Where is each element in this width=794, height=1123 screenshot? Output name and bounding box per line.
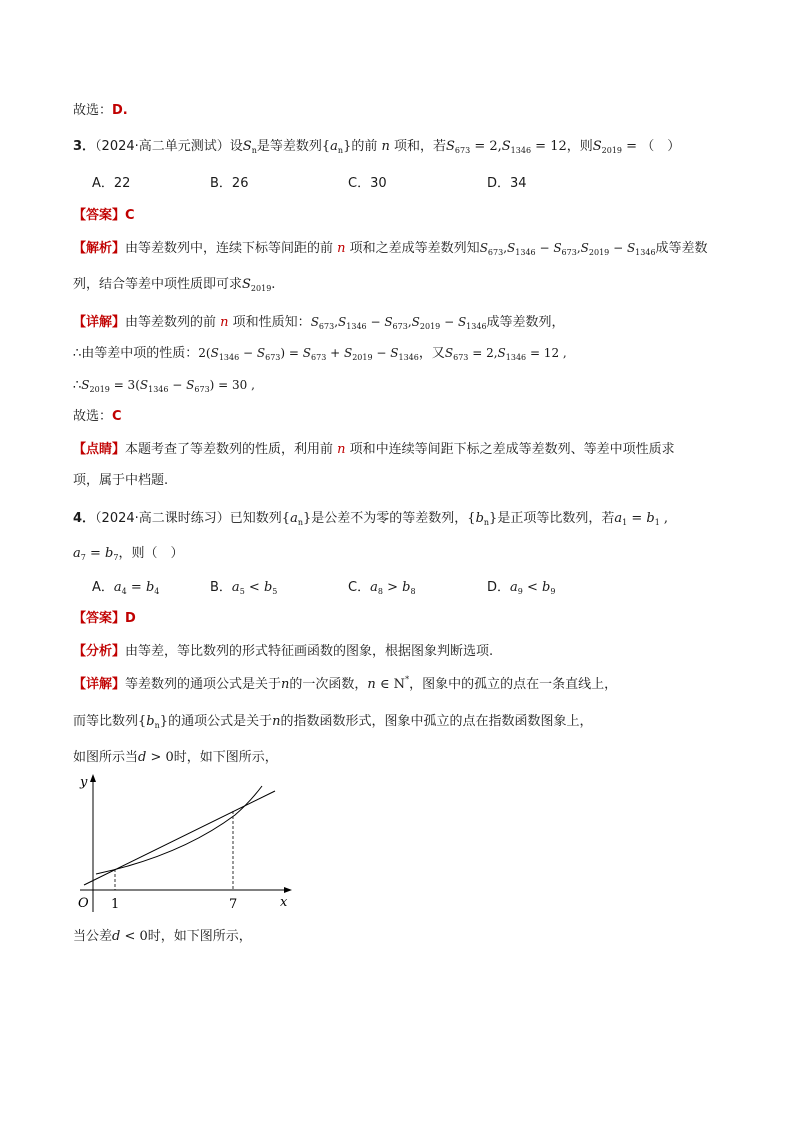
q4-stem-line-2 [73, 545, 183, 563]
math-middle-term: $2(S_{1346} - S_{673}) = S_{673} + S_{2019} - S_{1346}$ [198, 346, 419, 362]
detail-text: 由等差数列的前 [125, 315, 217, 330]
option-math: $a_8 > b_8$ [370, 580, 416, 596]
q3-stem-text: 设 [229, 139, 243, 154]
q3-analysis-line-2 [73, 276, 275, 294]
math-d-positive: d > 0 [138, 750, 174, 765]
q3-comment-line-2 [73, 472, 168, 490]
prev-answer-label: 故选： [73, 103, 113, 118]
math-S2019: $S_{2019}$ = [592, 139, 642, 155]
prev-answer-line [73, 102, 128, 120]
math-n: n [216, 315, 233, 330]
math-n: n [333, 241, 350, 256]
detail-text: 项和性质知： [232, 315, 311, 330]
math-condition: $S_{673} = 2,S_{1346} = 12$ , [444, 346, 567, 362]
q3-stem-text: 的前 [351, 139, 378, 154]
q4-detail-line-2 [73, 713, 592, 731]
math-n: n [272, 714, 281, 729]
detail-text: 时，如下图所示， [147, 929, 252, 944]
q3-stem-text: 是等差数列 [256, 139, 322, 154]
math-n: n [281, 677, 290, 692]
math-set-bn: $\{b_n\}$ [138, 714, 169, 730]
comment-tag: 【点睛】 [73, 442, 126, 457]
q3-stem [73, 138, 680, 156]
q3-option-c[interactable] [348, 175, 387, 193]
analysis-tag: 【分析】 [73, 644, 126, 659]
q3-comment-line-1 [73, 441, 675, 459]
x-axis-arrow [284, 887, 292, 893]
analysis-tag: 【解析】 [73, 241, 126, 256]
detail-text: 成等差数列， [486, 315, 565, 330]
math-n: n [377, 139, 394, 154]
detail-text: 如图所示当 [73, 750, 139, 765]
detail-text: 的一次函数， [289, 677, 368, 692]
option-letter: B． [210, 580, 232, 595]
math-d-negative: d < 0 [112, 929, 148, 944]
math-set-bn: $\{b_n\}$ [467, 511, 498, 527]
q4-option-c[interactable] [348, 579, 416, 597]
y-axis-arrow [90, 774, 96, 782]
q3-analysis-line-1 [73, 239, 708, 258]
q4-answer-line [73, 610, 136, 628]
q3-stem-text: ，则 [566, 139, 593, 154]
detail-text: 的通项公式是关于 [168, 714, 273, 729]
math-a7-b7: $a_7 = b_7$ [73, 546, 119, 562]
detail-text: 等差数列的通项公式是关于 [125, 677, 282, 692]
math-S2019: $S_{2019}$. [242, 277, 276, 293]
detail-text: 时，如下图所示， [173, 750, 278, 765]
detail-text: ∴ [73, 378, 82, 393]
q3-option-a[interactable] [92, 175, 130, 193]
math-a1-b1: $a_1 = b_1$ , [614, 511, 669, 527]
straight-line [84, 791, 275, 885]
q3-detail-line-1 [73, 313, 565, 332]
option-letter: D． [487, 176, 511, 191]
q4-stem-text: ，则（ ） [118, 546, 184, 561]
detail-text: ，又 [418, 346, 445, 361]
q3-stem-text: （ ） [641, 139, 681, 154]
detail-text: ∴由等差中项的性质： [73, 346, 199, 361]
q3-answer-line [73, 207, 135, 225]
option-letter: C． [348, 580, 371, 595]
math-sequence: $S_{673},S_{1346} - S_{673},S_{2019} - S_{1346}$ [310, 315, 487, 331]
analysis-text: 项和之差成等差数列知 [349, 241, 480, 256]
q3-source: （2024·高二单元测试） [95, 139, 230, 154]
math-condition: $S_{673} = 2,S_{1346} = 12$ [446, 139, 567, 155]
function-graph [70, 770, 310, 920]
detail-tag: 【详解】 [73, 315, 126, 330]
math-sequence: $S_{673},S_{1346} - S_{673},S_{2019} - S_{1346}$ [479, 241, 656, 257]
q3-detail-line-3 [73, 376, 255, 395]
option-letter: A． [92, 580, 114, 595]
q3-stem-text: 项和，若 [394, 139, 447, 154]
conclusion-label: 故选： [73, 409, 113, 424]
q3-answer: C [125, 208, 135, 223]
conclusion-value: C [112, 409, 122, 424]
detail-text: ，图象中的孤立的点在一条直线上， [409, 677, 618, 692]
analysis-text: 列，结合等差中项性质即可求 [73, 277, 243, 292]
q3-option-d[interactable] [487, 175, 527, 193]
option-text: 30 [370, 176, 387, 191]
option-text: 26 [231, 176, 249, 191]
comment-text: 本题考查了等差数列的性质，利用前 [125, 442, 334, 457]
option-math: $a_9 < b_9$ [510, 580, 556, 596]
prev-answer-value: D. [112, 103, 128, 118]
option-letter: C． [348, 176, 371, 191]
q4-option-d[interactable] [487, 579, 555, 597]
analysis-text: 由等差，等比数列的形式特征画函数的图象，根据图象判断选项. [125, 644, 494, 659]
option-text: 22 [113, 176, 131, 191]
y-label: y [80, 775, 88, 790]
option-letter: B． [210, 176, 232, 191]
q4-source: （2024·高二课时练习） [95, 511, 230, 526]
origin-label: O [78, 896, 89, 911]
q3-option-b[interactable] [210, 175, 248, 193]
q4-stem-text: 已知数列 [229, 511, 282, 526]
comment-text: 项和中连续等间距下标之差成等差数列、等差中项性质求 [349, 442, 675, 457]
tick-label-1: 1 [111, 897, 120, 912]
math-n-in-N: n ∈ N* [367, 675, 410, 692]
option-letter: A． [92, 176, 114, 191]
detail-text: 的指数函数形式，图象中孤立的点在指数函数图象上， [280, 714, 593, 729]
math-Sn: $S_n$ [242, 139, 257, 155]
q3-number: 3． [73, 139, 96, 154]
analysis-text: 成等差数 [655, 241, 708, 256]
q4-answer: D [125, 611, 136, 626]
detail-text: 而等比数列 [73, 714, 139, 729]
q4-number: 4． [73, 511, 96, 526]
math-set-an: $\{a_n\}$ [281, 511, 312, 527]
q4-detail-line-4 [73, 928, 252, 946]
q4-analysis-line [73, 643, 493, 661]
exponential-curve [96, 786, 262, 874]
q4-detail-line-1 [73, 676, 617, 694]
answer-tag: 【答案】 [73, 208, 126, 223]
q4-stem-line-1 [73, 510, 668, 528]
x-label: x [280, 895, 288, 910]
q4-option-a[interactable] [92, 579, 159, 597]
q4-stem-text: 是公差不为零的等差数列， [311, 511, 468, 526]
detail-tag: 【详解】 [73, 677, 126, 692]
q4-detail-line-3 [73, 749, 278, 767]
answer-tag: 【答案】 [73, 611, 126, 626]
q4-stem-text: 是正项等比数列，若 [497, 511, 615, 526]
q3-conclusion-line [73, 408, 122, 426]
analysis-text: 由等差数列中，连续下标等间距的前 [125, 241, 334, 256]
math-set-an: $\{a_n\}$ [321, 139, 352, 155]
detail-text: 当公差 [73, 929, 113, 944]
option-text: 34 [510, 176, 527, 191]
q4-option-b[interactable] [210, 579, 277, 597]
comment-text: 项，属于中档题. [73, 473, 169, 488]
math-n: n [333, 442, 350, 457]
q3-detail-line-2 [73, 344, 567, 363]
tick-label-7: 7 [229, 897, 238, 912]
option-letter: D． [487, 580, 511, 595]
option-math: $a_5 < b_5$ [231, 580, 278, 596]
option-math: $a_4 = b_4$ [113, 580, 160, 596]
math-result: $S_{2019} = 3(S_{1346} - S_{673}) = 30$ , [81, 378, 255, 394]
